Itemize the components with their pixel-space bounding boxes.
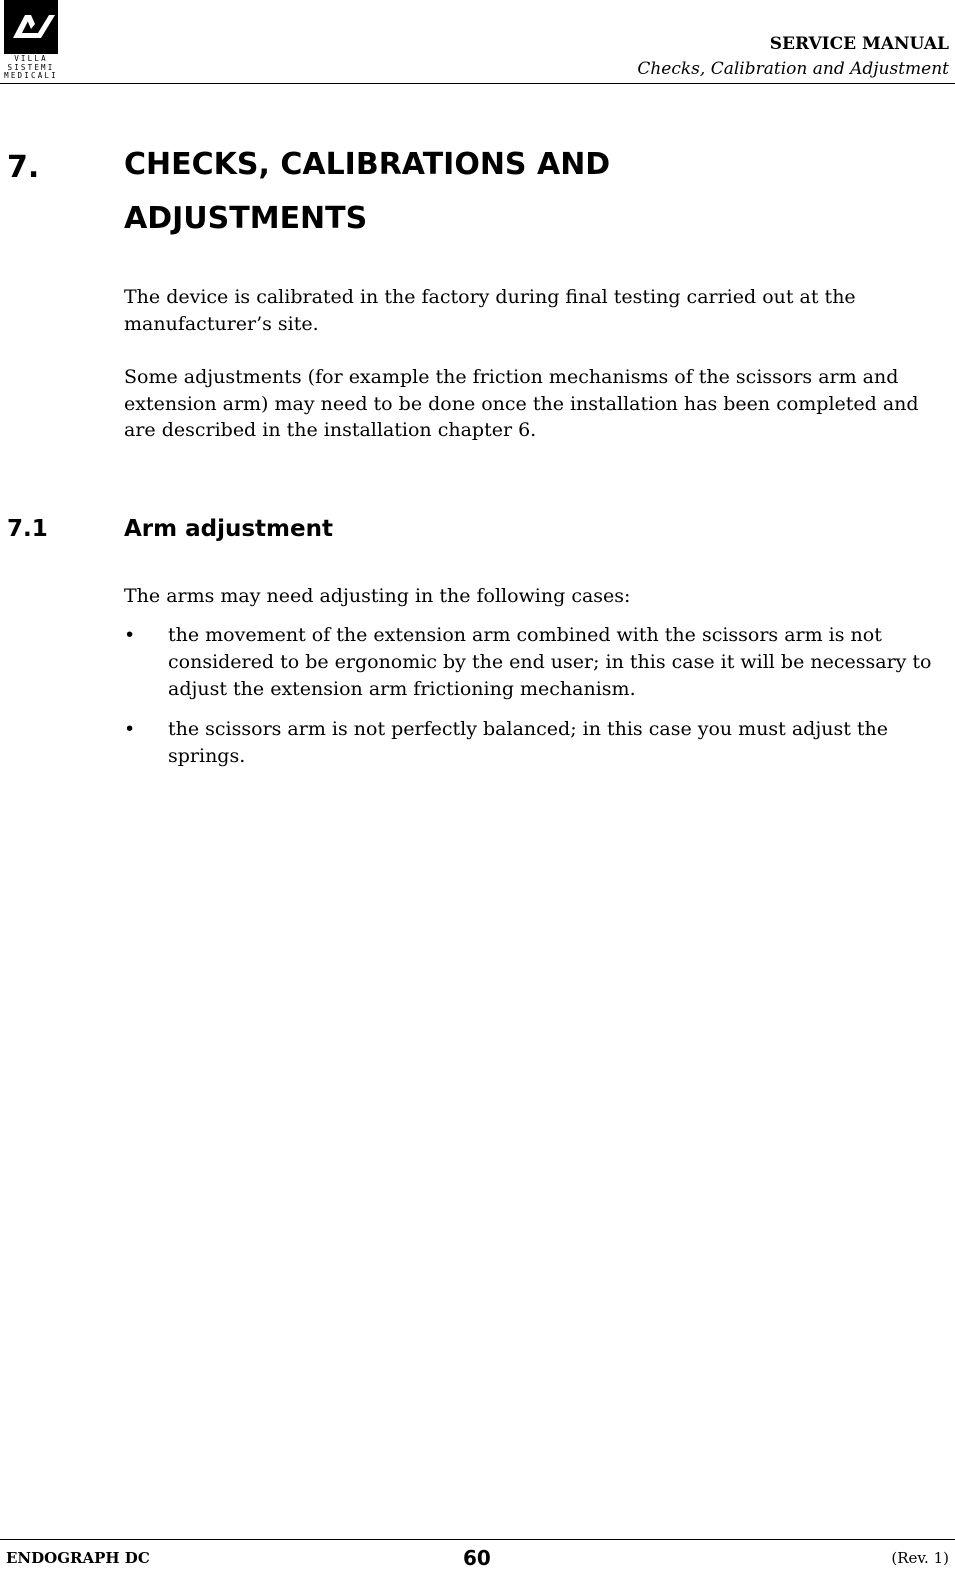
footer-product-name: ENDOGRAPH DC	[6, 1549, 150, 1567]
section-paragraph-1: The device is calibrated in the factory during final testing carried out at the manufacturer’s site.	[124, 286, 856, 335]
logo-lv-icon	[4, 0, 58, 54]
page-number: 60	[463, 1546, 491, 1570]
subsection-number: 7.1	[7, 516, 48, 542]
section-number: 7.	[7, 150, 40, 185]
subsection-intro: The arms may need adjusting in the following cases:	[124, 585, 631, 607]
bullet-list	[124, 622, 946, 783]
list-item	[124, 716, 946, 770]
header-subtitle: Checks, Calibration and Adjustment	[637, 59, 949, 79]
footer-divider	[0, 1539, 955, 1540]
footer-revision: (Rev. 1)	[891, 1549, 949, 1567]
company-logo	[4, 0, 58, 80]
header-divider	[0, 83, 955, 84]
list-item-text: the scissors arm is not perfectly balanced; in this case you must adjust the springs.	[168, 718, 889, 767]
section-paragraph-2: Some adjustments (for example the friction mechanisms of the scissors arm and extension arm) may need to be done once the installation has been completed and are described in the installation chapter 6.	[124, 366, 919, 441]
logo-text-villa: VILLA	[14, 54, 48, 63]
section-title: CHECKS, CALIBRATIONS AND ADJUSTMENTS	[124, 147, 611, 236]
logo-text-sistemi: SISTEMI	[7, 63, 55, 72]
bullet-icon: •	[124, 624, 136, 646]
list-item	[124, 622, 946, 703]
logo-mark	[4, 0, 58, 54]
list-item-text: the movement of the extension arm combined with the scissors arm is not considered to be ergonomic by the end user; in this case it will be necessary to adjust the extension arm frictioning mechanism.	[168, 624, 932, 700]
logo-text-medicali: MEDICALI	[4, 71, 58, 80]
header-title: SERVICE MANUAL	[769, 34, 949, 54]
bullet-icon: •	[124, 718, 136, 740]
subsection-title: Arm adjustment	[124, 516, 333, 542]
